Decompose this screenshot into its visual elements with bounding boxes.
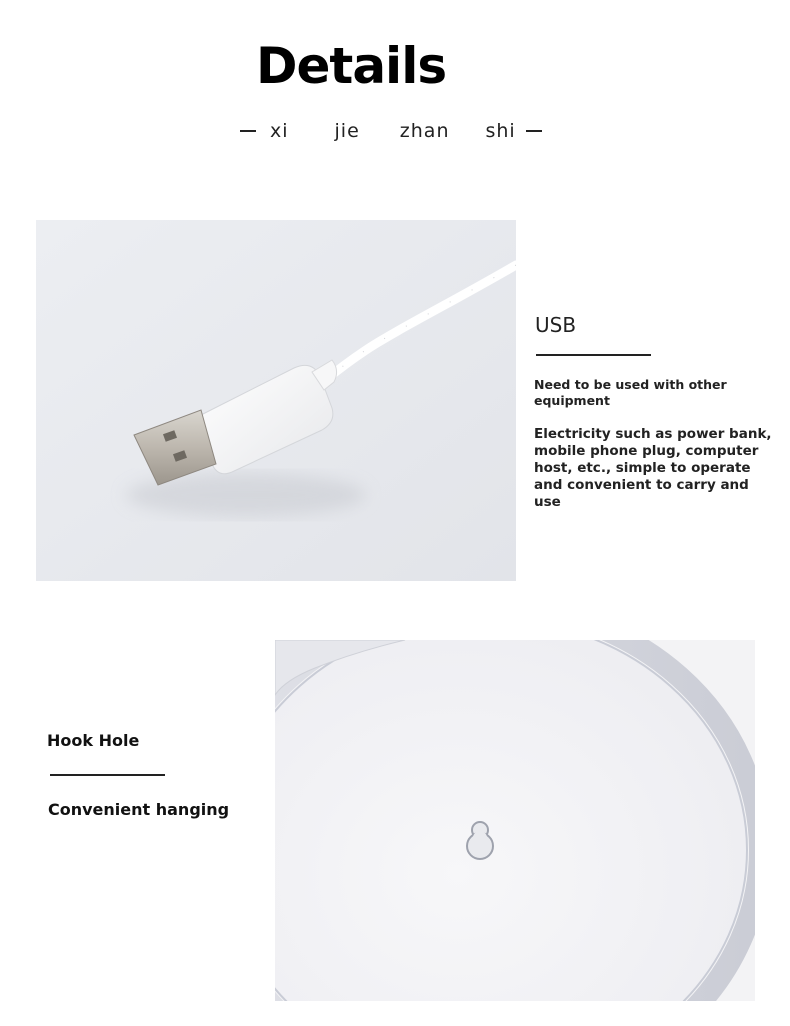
subtitle-word-1: xi <box>270 120 289 142</box>
hook-divider <box>50 774 165 776</box>
subtitle-word-3: zhan <box>399 120 450 142</box>
subtitle-right-dash <box>526 130 542 132</box>
usb-heading: USB <box>535 313 577 337</box>
hook-description: Convenient hanging <box>48 800 230 819</box>
subtitle-left-dash <box>240 130 256 132</box>
usb-divider <box>536 354 651 356</box>
usb-cable-photo <box>36 220 516 581</box>
page-title: Details <box>256 37 447 95</box>
usb-description: Electricity such as power bank, mobile phone plug, computer host, etc., simple to operate and convenient to carry and use <box>534 426 772 510</box>
subtitle-word-4: shi <box>485 120 516 142</box>
usb-note: Need to be used with other equipment <box>534 377 727 408</box>
hook-hole-photo <box>275 640 755 1001</box>
subtitle-word-2: jie <box>334 120 360 142</box>
hook-hole-heading: Hook Hole <box>47 731 140 750</box>
subtitle <box>240 120 560 142</box>
